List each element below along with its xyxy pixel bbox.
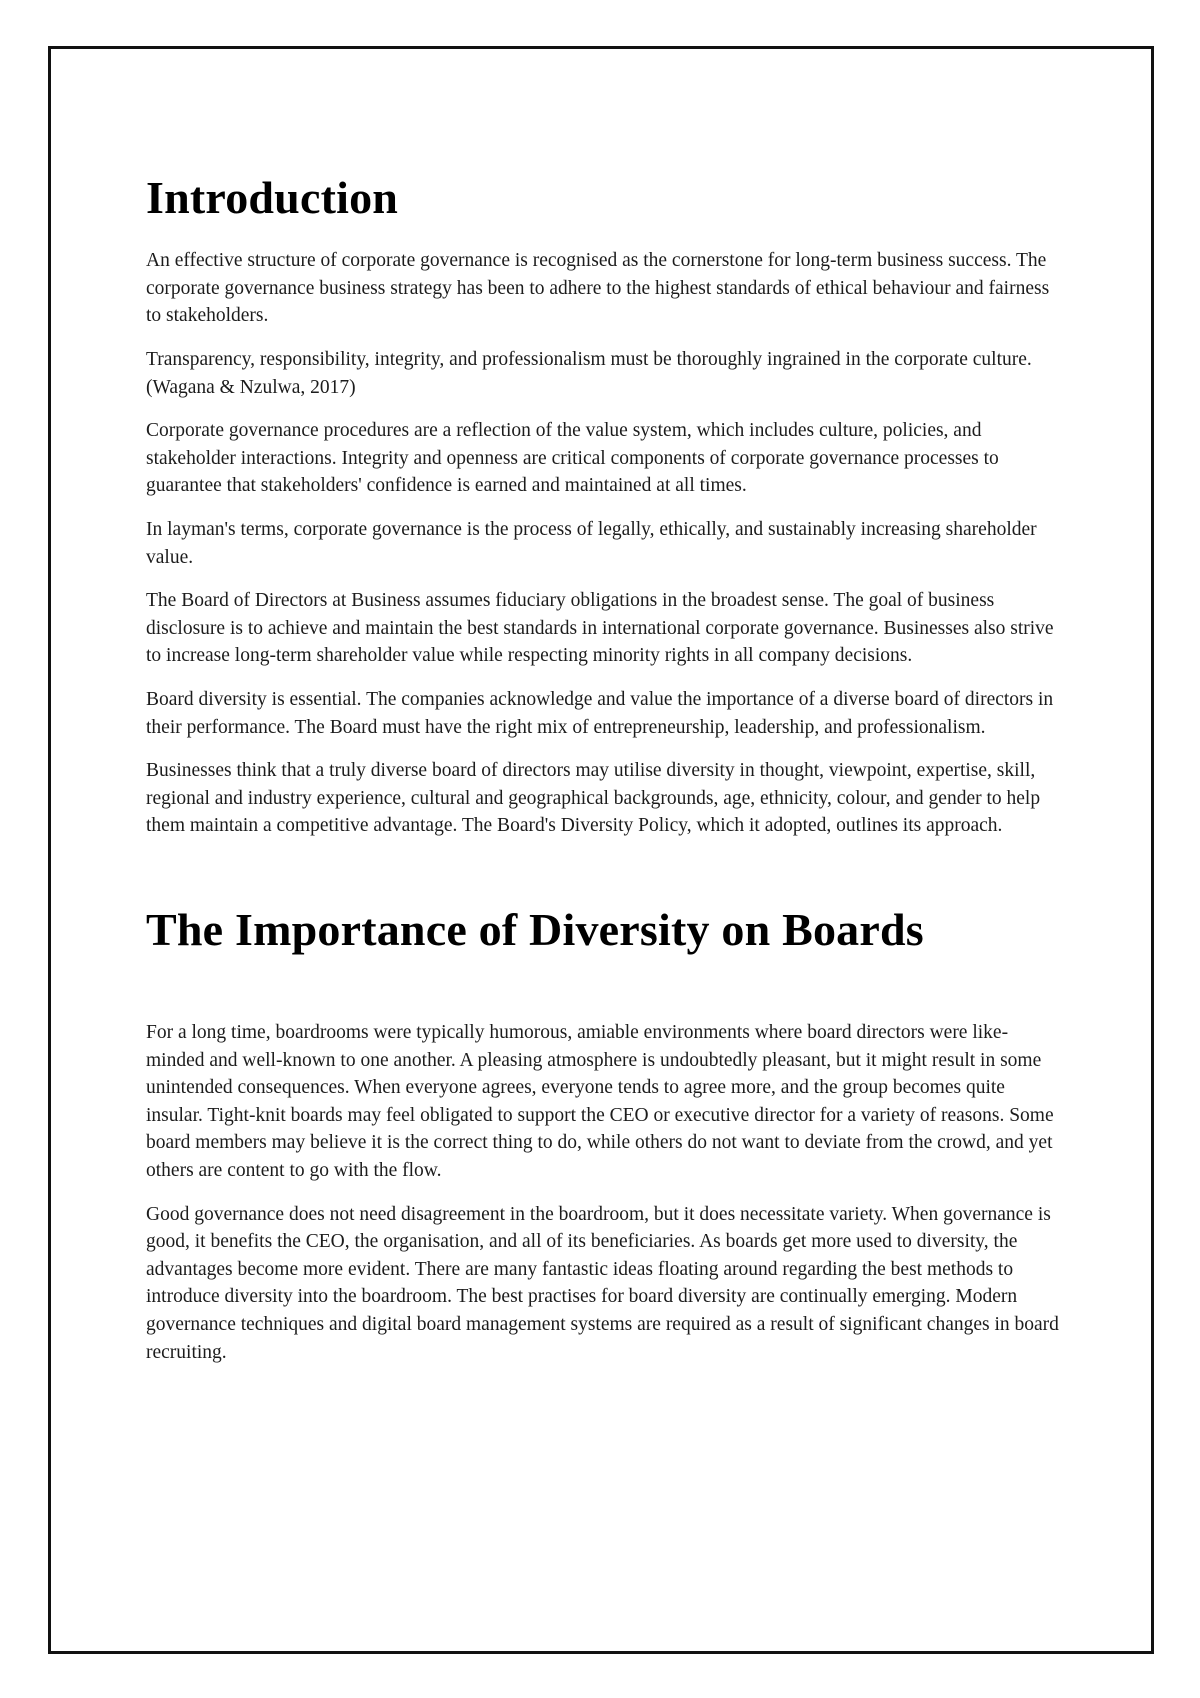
intro-paragraph-5: The Board of Directors at Business assumes fiduciary obligations in the broadest sense. The goal of business disclosure is to achieve and maintain the best standards in international corporate governance. Businesses also strive to increase long-term shareholder value while respecting minority rights in all company decisions. (146, 590, 1054, 667)
diversity-heading: The Importance of Diversity on Boards (146, 903, 924, 955)
intro-paragraph-7: Businesses think that a truly diverse board of directors may utilise diversity in thought, viewpoint, expertise, skill, regional and industry experience, cultural and geographical backgrounds, age, ethnicity, colour, and gender to help them maintain a competitive advantage. The Board's Diversity Policy, which it adopted, outlines its approach. (146, 760, 1041, 837)
diversity-paragraph-1: For a long time, boardrooms were typically humorous, amiable environments where board directors were like-minded and well-known to one another. A pleasing atmosphere is undoubtedly pleasant, but it might result in some unintended consequences. When everyone agrees, everyone tends to agree more, and the group becomes quite insular. Tight-knit boards may feel obligated to support the CEO or executive director for a variety of reasons. Some board members may believe it is the correct thing to do, while others do not want to deviate from the crowd, and yet others are content to go with the flow. (146, 1022, 1054, 1182)
introduction-heading: Introduction (146, 172, 399, 223)
intro-paragraph-6: Board diversity is essential. The companies acknowledge and value the importance of a diverse board of directors in their performance. The Board must have the right mix of entrepreneurship, leadership, and professionalism. (146, 688, 1054, 738)
intro-paragraph-4: In layman's terms, corporate governance is the process of legally, ethically, and sustainably increasing shareholder value. (146, 518, 1037, 568)
diversity-section (146, 902, 1066, 1366)
diversity-paragraph-2: Good governance does not need disagreement in the boardroom, but it does necessitate variety. When governance is good, it benefits the CEO, the organisation, and all of its beneficiaries. As boards get more used to diversity, the advantages become more evident. There are many fantastic ideas floating around regarding the best methods to introduce diversity into the boardroom. The best practises for board diversity are continually emerging. Modern governance techniques and digital board management systems are required as a result of significant changes in board recruiting. (146, 1203, 1059, 1363)
intro-paragraph-1: An effective structure of corporate governance is recognised as the cornerstone for long-term business success. The corporate governance business strategy has been to adhere to the highest standards of ethical behaviour and fairness to stakeholders. (146, 250, 1050, 327)
introduction-section (146, 170, 1066, 840)
intro-paragraph-3: Corporate governance procedures are a reflection of the value system, which includes culture, policies, and stakeholder interactions. Integrity and openness are critical components of corporate governance processes to guarantee that stakeholders' confidence is earned and maintained at all times. (146, 420, 999, 497)
document-body (146, 170, 1066, 1382)
intro-paragraph-2: Transparency, responsibility, integrity, and professionalism must be thoroughly ingrained in the corporate culture.(Wagana & Nzulwa, 2017) (146, 348, 1032, 398)
